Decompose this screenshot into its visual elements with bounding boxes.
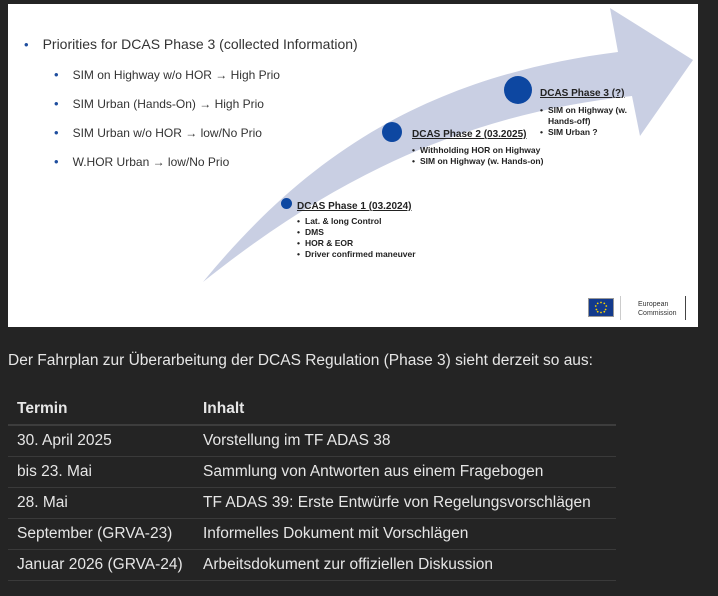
- phase2-title: DCAS Phase 2 (03.2025): [412, 129, 527, 140]
- cell-inhalt: Arbeitsdokument zur offiziellen Diskussion: [194, 550, 616, 581]
- cell-termin: September (GRVA-23): [8, 519, 194, 550]
- cell-inhalt: Sammlung von Antworten aus einem Fragebogen: [194, 457, 616, 488]
- cell-termin: Januar 2026 (GRVA-24): [8, 550, 194, 581]
- table-row: [8, 457, 616, 488]
- phase1-item: • DMS: [297, 227, 447, 238]
- slide-sub-bullet: • SIM Urban w/o HOR → low/No Prio: [54, 125, 262, 140]
- table-row: [8, 488, 616, 519]
- phase1-title: DCAS Phase 1 (03.2024): [297, 201, 412, 212]
- phase2-marker: [382, 122, 402, 142]
- phase3-title: DCAS Phase 3 (?): [540, 88, 625, 99]
- european-commission-logo: [580, 296, 692, 322]
- phase3-item: • SIM Urban ?: [540, 127, 640, 138]
- phase3-list: [540, 105, 640, 138]
- phase1-list: [297, 216, 447, 260]
- table-row: [8, 550, 616, 581]
- column-header-inhalt: Inhalt: [194, 394, 616, 425]
- cell-inhalt: Informelles Dokument mit Vorschlägen: [194, 519, 616, 550]
- column-header-termin: Termin: [8, 394, 194, 425]
- eu-flag-icon: [588, 298, 614, 317]
- cell-termin: 30. April 2025: [8, 425, 194, 457]
- slide-sub-bullet: • SIM Urban (Hands-On) → High Prio: [54, 96, 264, 111]
- table-row: [8, 425, 616, 457]
- slide-main-bullet: • Priorities for DCAS Phase 3 (collected Information): [24, 36, 358, 52]
- phase2-list: [412, 145, 544, 167]
- slide-image: [8, 4, 698, 327]
- phase3-item: • SIM on Highway (w. Hands-off): [540, 105, 640, 127]
- table-header-row: [8, 394, 616, 425]
- phase1-item: • HOR & EOR: [297, 238, 447, 249]
- intro-text: Der Fahrplan zur Überarbeitung der DCAS Regulation (Phase 3) sieht derzeit so aus:: [8, 352, 593, 369]
- phase3-marker: [504, 76, 532, 104]
- phase1-item: • Lat. & long Control: [297, 216, 447, 227]
- cell-inhalt: TF ADAS 39: Erste Entwürfe von Regelungsvorschlägen: [194, 488, 616, 519]
- cell-termin: bis 23. Mai: [8, 457, 194, 488]
- slide-sub-bullet: • SIM on Highway w/o HOR → High Prio: [54, 67, 280, 82]
- roadmap-table: [8, 394, 616, 581]
- phase1-item: • Driver confirmed maneuver: [297, 249, 447, 260]
- phase1-marker: [281, 198, 292, 209]
- cell-termin: 28. Mai: [8, 488, 194, 519]
- phase2-item: • Withholding HOR on Highway: [412, 145, 544, 156]
- table-row: [8, 519, 616, 550]
- logo-text: European Commission: [638, 301, 677, 317]
- cell-inhalt: Vorstellung im TF ADAS 38: [194, 425, 616, 457]
- phase2-item: • SIM on Highway (w. Hands-on): [412, 156, 544, 167]
- slide-sub-bullet: • W.HOR Urban → low/No Prio: [54, 154, 230, 169]
